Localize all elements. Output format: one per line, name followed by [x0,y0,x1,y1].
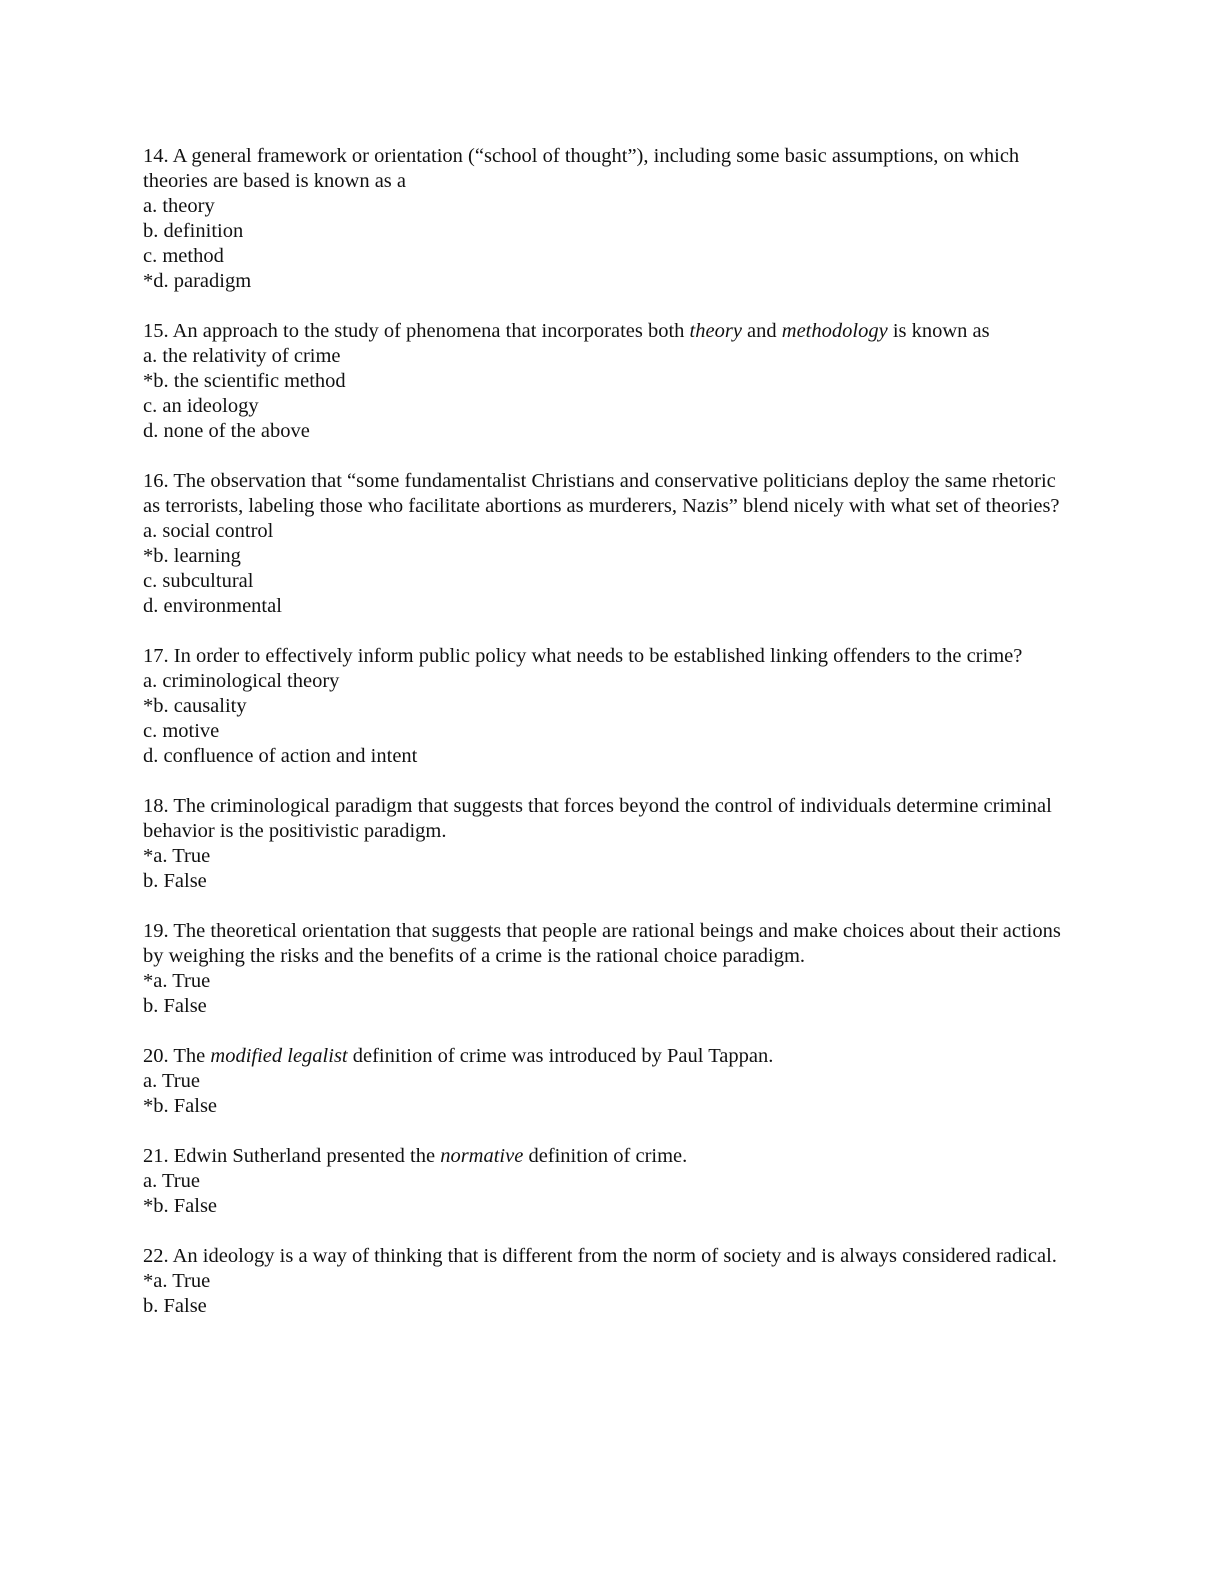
answer-options [143,1169,1073,1219]
question-stem [143,644,1073,669]
question-stem [143,1044,1073,1069]
document-page [143,144,1073,1344]
answer-option: c. subcultural [143,570,254,592]
question-stem [143,469,1073,519]
answer-option: b. False [143,870,207,892]
question-block [143,919,1073,1019]
answer-option: c. method [143,245,224,267]
italic-term: normative [440,1145,524,1167]
answer-option: d. environmental [143,595,282,617]
question-block [143,144,1073,294]
answer-option: b. False [143,1295,207,1317]
answer-option: a. True [143,1170,200,1192]
answer-option: c. an ideology [143,395,259,417]
answer-option: *b. causality [143,695,247,717]
stem-text: 22. An ideology is a way of thinking that is different from the norm of society and is always considered radical. [143,1245,1057,1267]
answer-option: d. none of the above [143,420,310,442]
question-block [143,1044,1073,1119]
italic-term: methodology [781,320,888,342]
answer-option: a. True [143,1070,200,1092]
question-block [143,644,1073,769]
answer-option: d. confluence of action and intent [143,745,418,767]
stem-text: 17. In order to effectively inform public policy what needs to be established linking offenders to the crime? [143,645,1023,667]
stem-text: 18. The criminological paradigm that suggests that forces beyond the control of individuals determine criminal behavior is the positivistic paradigm. [143,795,1052,842]
answer-option: *a. True [143,1270,211,1292]
stem-text: 20. The [143,1045,211,1067]
question-block [143,1144,1073,1219]
answer-options [143,1269,1073,1319]
answer-options [143,344,1073,444]
answer-option: c. motive [143,720,220,742]
stem-text: 14. A general framework or orientation (“school of thought”), including some basic assumptions, on which theories are based is known as a [143,145,1020,192]
stem-text: 15. An approach to the study of phenomena that incorporates both [143,320,690,342]
answer-option: *a. True [143,970,211,992]
stem-text: definition of crime was introduced by Paul Tappan. [347,1045,774,1067]
answer-option: *d. paradigm [143,270,252,292]
question-block [143,1244,1073,1319]
question-stem [143,1144,1073,1169]
answer-option: *a. True [143,845,211,867]
answer-options [143,844,1073,894]
question-block [143,469,1073,619]
stem-text: 19. The theoretical orientation that suggests that people are rational beings and make choices about their actions by weighing the risks and the benefits of a crime is the rational choice paradigm. [143,920,1061,967]
stem-text: is known as [887,320,990,342]
question-block [143,319,1073,444]
question-stem [143,919,1073,969]
answer-option: a. social control [143,520,274,542]
question-stem [143,319,1073,344]
answer-options [143,969,1073,1019]
answer-options [143,194,1073,294]
answer-options [143,669,1073,769]
answer-option: *b. False [143,1095,218,1117]
question-stem [143,794,1073,844]
answer-options [143,1069,1073,1119]
answer-options [143,519,1073,619]
question-block [143,794,1073,894]
answer-option: b. False [143,995,207,1017]
answer-option: a. theory [143,195,215,217]
question-stem [143,144,1073,194]
answer-option: *b. learning [143,545,241,567]
answer-option: *b. False [143,1195,218,1217]
stem-text: 21. Edwin Sutherland presented the [143,1145,441,1167]
italic-term: theory [689,320,742,342]
stem-text: definition of crime. [523,1145,688,1167]
italic-term: modified legalist [210,1045,348,1067]
stem-text: and [741,320,782,342]
answer-option: a. the relativity of crime [143,345,341,367]
answer-option: a. criminological theory [143,670,340,692]
answer-option: b. definition [143,220,244,242]
stem-text: 16. The observation that “some fundamentalist Christians and conservative politicians deploy the same rhetoric as terrorists, labeling those who facilitate abortions as murderers, Nazis” blend nicely with what set of theories? [143,470,1060,517]
answer-option: *b. the scientific method [143,370,346,392]
question-stem [143,1244,1073,1269]
